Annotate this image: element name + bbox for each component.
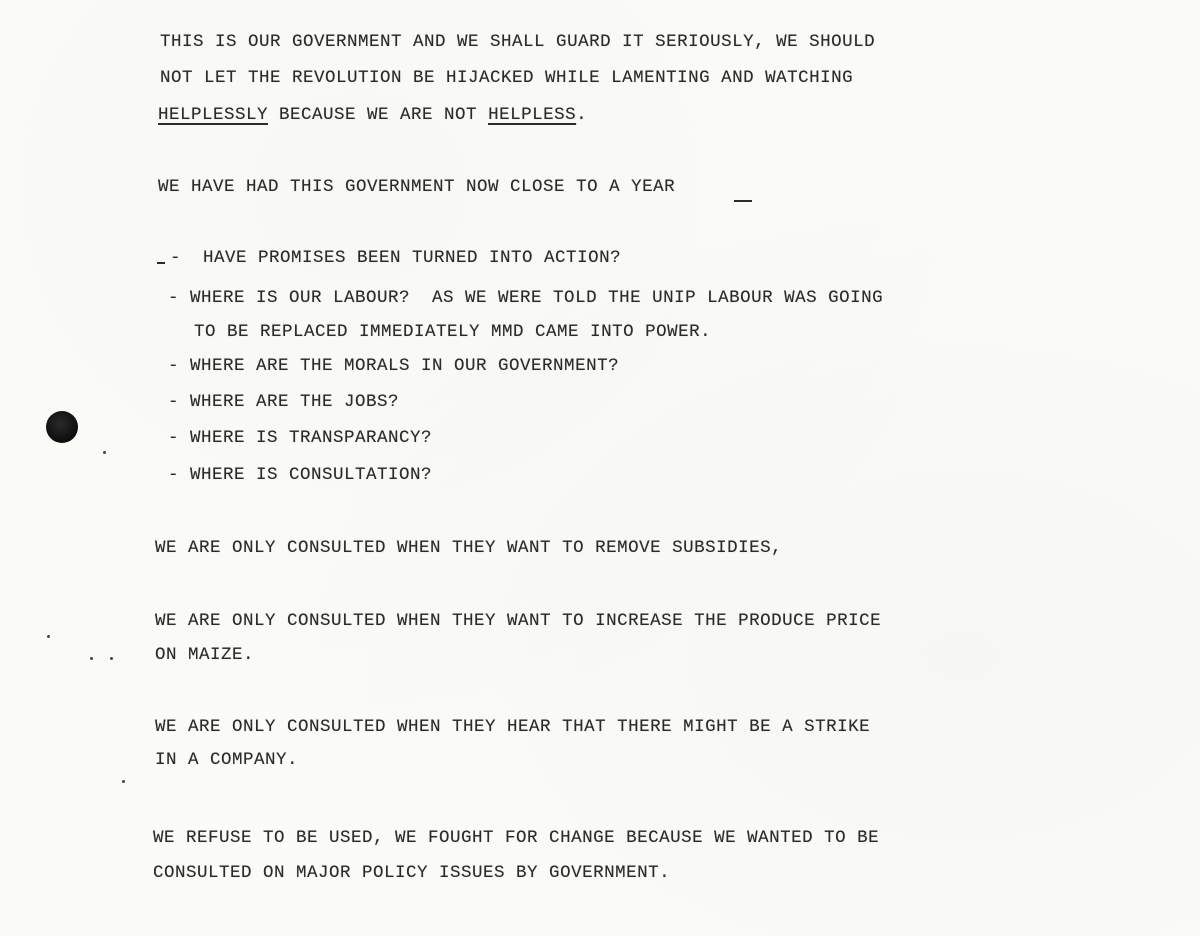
question-3: - WHERE ARE THE MORALS IN OUR GOVERNMENT? [168, 356, 620, 376]
question-2-line-1: - WHERE IS OUR LABOUR? AS WE WERE TOLD THE UNIP LABOUR WAS GOING [168, 288, 884, 308]
question-4: - WHERE ARE THE JOBS? [168, 392, 400, 412]
paragraph-1-line-3-text: BECAUSE WE ARE NOT [268, 105, 489, 125]
paragraph-maize-line-1: WE ARE ONLY CONSULTED WHEN THEY WANT TO INCREASE THE PRODUCE PRICE [155, 611, 882, 631]
paragraph-strike-line-1: WE ARE ONLY CONSULTED WHEN THEY HEAR THAT THERE MIGHT BE A STRIKE [155, 717, 871, 737]
paragraph-strike-line-2: IN A COMPANY. [155, 750, 299, 770]
intro-line: WE HAVE HAD THIS GOVERNMENT NOW CLOSE TO A YEAR [158, 177, 676, 197]
paragraph-1-line-3 [158, 104, 587, 126]
emphasis-helplessly: HELPLESSLY [158, 105, 269, 125]
question-1: - HAVE PROMISES BEEN TURNED INTO ACTION? [170, 248, 622, 268]
trailing-dash [734, 200, 752, 202]
paper-speck [110, 657, 113, 660]
question-2-line-2: TO BE REPLACED IMMEDIATELY MMD CAME INTO POWER. [172, 322, 712, 342]
stray-mark [157, 262, 165, 264]
paragraph-refuse-line-1: WE REFUSE TO BE USED, WE FOUGHT FOR CHANGE BECAUSE WE WANTED TO BE [153, 828, 880, 848]
paragraph-1-line-1: THIS IS OUR GOVERNMENT AND WE SHALL GUARD IT SERIOUSLY, WE SHOULD [160, 32, 876, 52]
paper-speck [90, 657, 93, 660]
punch-hole [46, 411, 78, 443]
question-5: - WHERE IS TRANSPARANCY? [168, 428, 433, 448]
paragraph-maize-line-2: ON MAIZE. [155, 645, 255, 665]
paper-speck [122, 780, 125, 783]
paragraph-1-line-3-end: . [576, 105, 588, 125]
paragraph-subsidies: WE ARE ONLY CONSULTED WHEN THEY WANT TO REMOVE SUBSIDIES, [155, 538, 783, 558]
paper-speck [103, 451, 106, 454]
emphasis-helpless: HELPLESS [488, 105, 577, 125]
paper-speck [47, 635, 50, 638]
paragraph-refuse-line-2: CONSULTED ON MAJOR POLICY ISSUES BY GOVERNMENT. [153, 863, 671, 883]
paragraph-1-line-2: NOT LET THE REVOLUTION BE HIJACKED WHILE LAMENTING AND WATCHING [160, 68, 854, 88]
question-6: - WHERE IS CONSULTATION? [168, 465, 433, 485]
